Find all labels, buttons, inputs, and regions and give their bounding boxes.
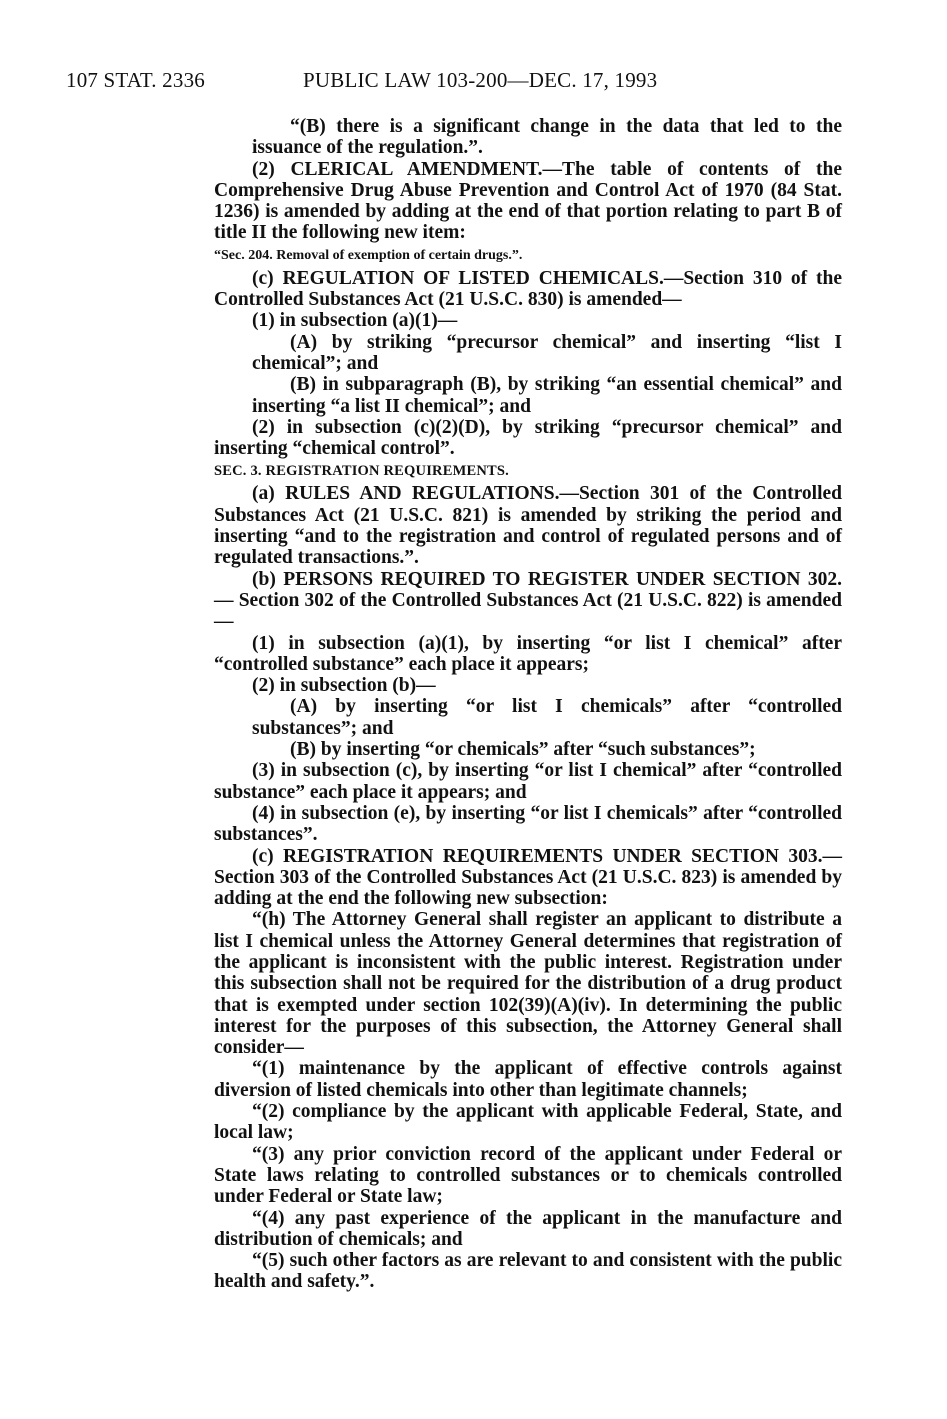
paragraph: (1) in subsection (a)(1), by inserting “or list I chemical” after “controlled substance” each place it appears; bbox=[214, 632, 842, 675]
document-body bbox=[214, 116, 842, 1293]
paragraph: (B) by inserting “or chemicals” after “such substances”; bbox=[290, 739, 756, 761]
section-heading: SEC. 3. REGISTRATION REQUIREMENTS. bbox=[214, 463, 509, 480]
table-of-contents-item: “Sec. 204. Removal of exemption of certain drugs.”. bbox=[214, 247, 523, 263]
paragraph: (c) REGISTRATION REQUIREMENTS UNDER SECTION 303.—Section 303 of the Controlled Substances Act (21 U.S.C. 823) is amended by adding at the end the following new subsection: bbox=[214, 845, 842, 910]
paragraph: (1) in subsection (a)(1)— bbox=[252, 310, 458, 332]
paragraph: (b) PERSONS REQUIRED TO REGISTER UNDER SECTION 302.— Section 302 of the Controlled Substances Act (21 U.S.C. 822) is amended— bbox=[214, 568, 842, 633]
paragraph: (a) RULES AND REGULATIONS.—Section 301 of the Controlled Substances Act (21 U.S.C. 821) is amended by striking the period and inserting “and to the registration and control of regulated persons and of regulated transactions.”. bbox=[214, 483, 842, 569]
paragraph: (2) in subsection (c)(2)(D), by striking “precursor chemical” and inserting “chemical control”. bbox=[214, 416, 842, 460]
paragraph: “(4) any past experience of the applicant in the manufacture and distribution of chemicals; and bbox=[214, 1207, 842, 1250]
paragraph: (c) REGULATION OF LISTED CHEMICALS.—Section 310 of the Controlled Substances Act (21 U.S.C. 830) is amended— bbox=[214, 267, 842, 311]
paragraph: “(2) compliance by the applicant with applicable Federal, State, and local law; bbox=[214, 1101, 842, 1144]
paragraph: (A) by striking “precursor chemical” and inserting “list I chemical”; and bbox=[252, 331, 842, 374]
paragraph: “(h) The Attorney General shall register an applicant to distribute a list I chemical unless the Attorney General determines that registration of the applicant is inconsistent with the public interest. Registration under this subsection shall not be required for the distribution of a drug product that is exempted under section 102(39)(A)(iv). In determining the public interest for the purposes of this subsection, the Attorney General shall consider— bbox=[214, 909, 842, 1059]
paragraph: “(1) maintenance by the applicant of effective controls against diversion of listed chemicals into other than legitimate channels; bbox=[214, 1058, 842, 1101]
paragraph: “(5) such other factors as are relevant to and consistent with the public health and safety.”. bbox=[214, 1250, 842, 1293]
paragraph: “(B) there is a significant change in the data that led to the issuance of the regulation.”. bbox=[252, 116, 842, 159]
paragraph: (4) in subsection (e), by inserting “or list I chemicals” after “controlled substances”. bbox=[214, 802, 842, 846]
paragraph: (A) by inserting “or list I chemicals” after “controlled substances”; and bbox=[252, 696, 842, 739]
paragraph: “(3) any prior conviction record of the applicant under Federal or State laws relating to controlled substances or to chemicals controlled under Federal or State law; bbox=[214, 1143, 842, 1208]
running-title: PUBLIC LAW 103-200—DEC. 17, 1993 bbox=[303, 68, 658, 92]
paragraph: (B) in subparagraph (B), by striking “an essential chemical” and inserting “a list II chemical”; and bbox=[252, 374, 842, 417]
paragraph: (3) in subsection (c), by inserting “or list I chemical” after “controlled substance” each place it appears; and bbox=[214, 760, 842, 803]
stat-page-number: 107 STAT. 2336 bbox=[66, 68, 205, 92]
paragraph: (2) in subsection (b)— bbox=[252, 675, 436, 697]
paragraph: (2) CLERICAL AMENDMENT.—The table of contents of the Comprehensive Drug Abuse Prevention and Control Act of 1970 (84 Stat. 1236) is amended by adding at the end of that portion relating to part B of title II the following new item: bbox=[214, 158, 842, 244]
